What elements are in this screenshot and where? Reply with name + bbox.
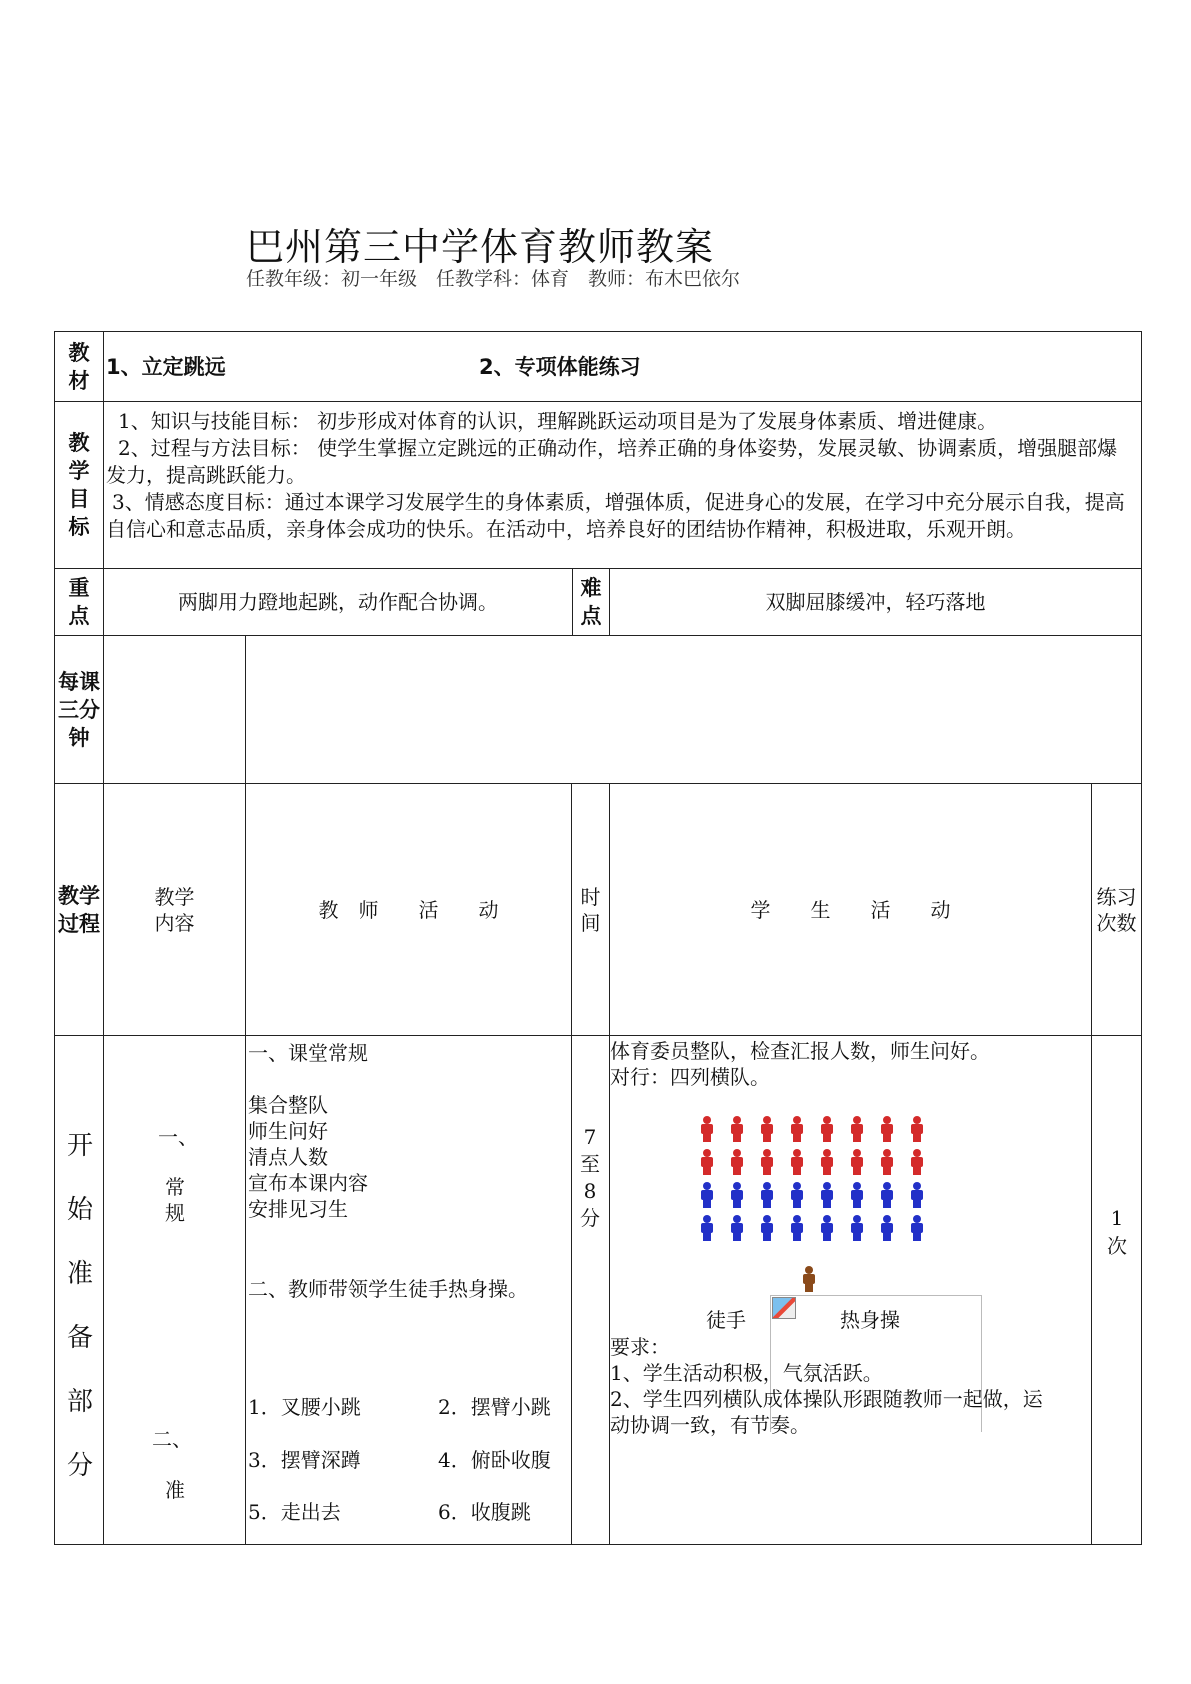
exercise-item: 4．俯卧收腹 [438, 1448, 551, 1472]
key-label-text: 重点 [68, 576, 90, 628]
requirement-title: 要求： [610, 1335, 670, 1359]
difficulty-label-text: 难点 [580, 576, 602, 628]
key-label [54, 568, 104, 636]
routine-item: 清点人数 [248, 1145, 328, 1169]
student-figure [790, 1116, 804, 1142]
teacher-activity-cell [245, 1035, 572, 1545]
student-caption-left: 徒手 [706, 1308, 746, 1332]
student-figure [880, 1116, 894, 1142]
student-figure [730, 1182, 744, 1208]
student-figure [760, 1215, 774, 1241]
formation-diagram [700, 1116, 930, 1266]
student-figure [880, 1182, 894, 1208]
goals-label [54, 401, 104, 569]
requirement-2: 2、学生四列横队成体操队形跟随教师一起做，运动协调一致，有节奏。 [610, 1387, 1043, 1437]
student-figure [760, 1182, 774, 1208]
student-figure [730, 1149, 744, 1175]
material-label-text: 教材 [68, 340, 90, 393]
student-figure [730, 1215, 744, 1241]
student-figure [700, 1182, 714, 1208]
student-figure [700, 1215, 714, 1241]
student-figure [850, 1215, 864, 1241]
student-figure [820, 1116, 834, 1142]
routine-item: 宣布本课内容 [248, 1171, 368, 1195]
part-label-cell [54, 1035, 104, 1545]
time-cell [571, 1035, 610, 1545]
student-caption-right: 热身操 [840, 1308, 900, 1332]
student-figure [820, 1182, 834, 1208]
material-label [54, 331, 104, 402]
exercise-item: 5．走出去 [248, 1500, 341, 1524]
process-label [54, 783, 104, 1036]
exercise-item: 6．收腹跳 [438, 1500, 531, 1524]
student-figure [880, 1215, 894, 1241]
exercise-item: 1．叉腰小跳 [248, 1395, 361, 1419]
material-cell [103, 331, 1142, 402]
routine-item: 师生问好 [248, 1119, 328, 1143]
student-line-1: 体育委员整队，检查汇报人数，师生问好。 [610, 1039, 990, 1063]
student-figure [790, 1182, 804, 1208]
student-activity-header: 学 生 活 动 [609, 783, 1092, 1036]
requirement-1: 1、学生活动积极，气氛活跃。 [610, 1361, 883, 1385]
student-figure [790, 1215, 804, 1241]
teacher-heading-1: 一、课堂常规 [248, 1041, 368, 1065]
content-cell [103, 1035, 246, 1545]
time-header-text: 时间 [580, 884, 601, 935]
exercise-item: 2．摆臂小跳 [438, 1395, 551, 1419]
count-value: 1次 [1107, 1206, 1127, 1258]
student-figure [700, 1149, 714, 1175]
routine-item: 安排见习生 [248, 1197, 348, 1221]
student-activity-cell [609, 1035, 1092, 1545]
student-figure [850, 1116, 864, 1142]
count-cell [1091, 1035, 1142, 1545]
student-figure [760, 1149, 774, 1175]
time-value: 7至8分 [580, 1125, 600, 1230]
student-figure [820, 1215, 834, 1241]
student-figure [910, 1182, 924, 1208]
three-minute-blank-2 [245, 635, 1142, 784]
student-figure [910, 1116, 924, 1142]
difficulty-text: 双脚屈膝缓冲，轻巧落地 [609, 568, 1142, 636]
material-item-1: 1、立定跳远 [106, 355, 226, 379]
student-figure [760, 1116, 774, 1142]
count-header [1091, 783, 1142, 1036]
teacher-figure [802, 1266, 816, 1292]
three-minute-label [54, 635, 104, 784]
exercise-item: 3．摆臂深蹲 [248, 1448, 361, 1472]
teacher-heading-2: 二、教师带领学生徒手热身操。 [248, 1277, 528, 1301]
routine-list [248, 1092, 368, 1222]
goals-cell [103, 401, 1142, 569]
content-header-text: 教学内容 [154, 884, 195, 935]
student-figure [910, 1215, 924, 1241]
key-text: 两脚用力蹬地起跳，动作配合协调。 [103, 568, 573, 636]
student-figure [850, 1182, 864, 1208]
three-minute-blank-1 [103, 635, 246, 784]
content-2-num: 二、 [152, 1427, 192, 1451]
student-figure [790, 1149, 804, 1175]
page-subtitle: 任教年级：初一年级 任教学科：体育 教师：布木巴依尔 [246, 268, 741, 290]
process-label-text: 教学过程 [58, 883, 100, 936]
content-header [103, 783, 246, 1036]
student-figure [850, 1149, 864, 1175]
goal-line-3: 3、情感态度目标：通过本课学习发展学生的身体素质，增强体质，促进身心的发展，在学习中充分展示自我，提高自信心和意志品质，亲身体会成功的快乐。在活动中，培养良好的团结协作精神，积极进取，乐观开朗。 [106, 490, 1125, 541]
count-header-text: 练习次数 [1096, 884, 1137, 935]
goal-line-1: 1、知识与技能目标： 初步形成对体育的认识，理解跳跃运动项目是为了发展身体素质、增进健康。 [118, 409, 998, 433]
student-line-2: 对行：四列横队。 [610, 1065, 770, 1089]
student-figure [880, 1149, 894, 1175]
page-title: 巴州第三中学体育教师教案 [246, 225, 715, 269]
part-label: 开始准备部分 [67, 1131, 94, 1481]
routine-item: 集合整队 [248, 1093, 328, 1117]
student-figure [910, 1149, 924, 1175]
three-minute-label-text: 每课三分钟 [58, 669, 100, 750]
student-figure [820, 1149, 834, 1175]
time-header [571, 783, 610, 1036]
content-2-name: 准 [165, 1478, 185, 1502]
student-figure [730, 1116, 744, 1142]
material-item-2: 2、专项体能练习 [479, 355, 641, 379]
teacher-activity-header: 教 师 活 动 [245, 783, 572, 1036]
student-figure [700, 1116, 714, 1142]
goal-line-2: 2、过程与方法目标： 使学生掌握立定跳远的正确动作，培养正确的身体姿势，发展灵敏、协调素质，增强腿部爆发力，提高跳跃能力。 [106, 436, 1118, 487]
difficulty-label [572, 568, 610, 636]
content-1-num: 一、 [158, 1125, 198, 1149]
content-1-name: 常规 [165, 1175, 185, 1225]
goals-label-text: 教学目标 [68, 431, 90, 539]
